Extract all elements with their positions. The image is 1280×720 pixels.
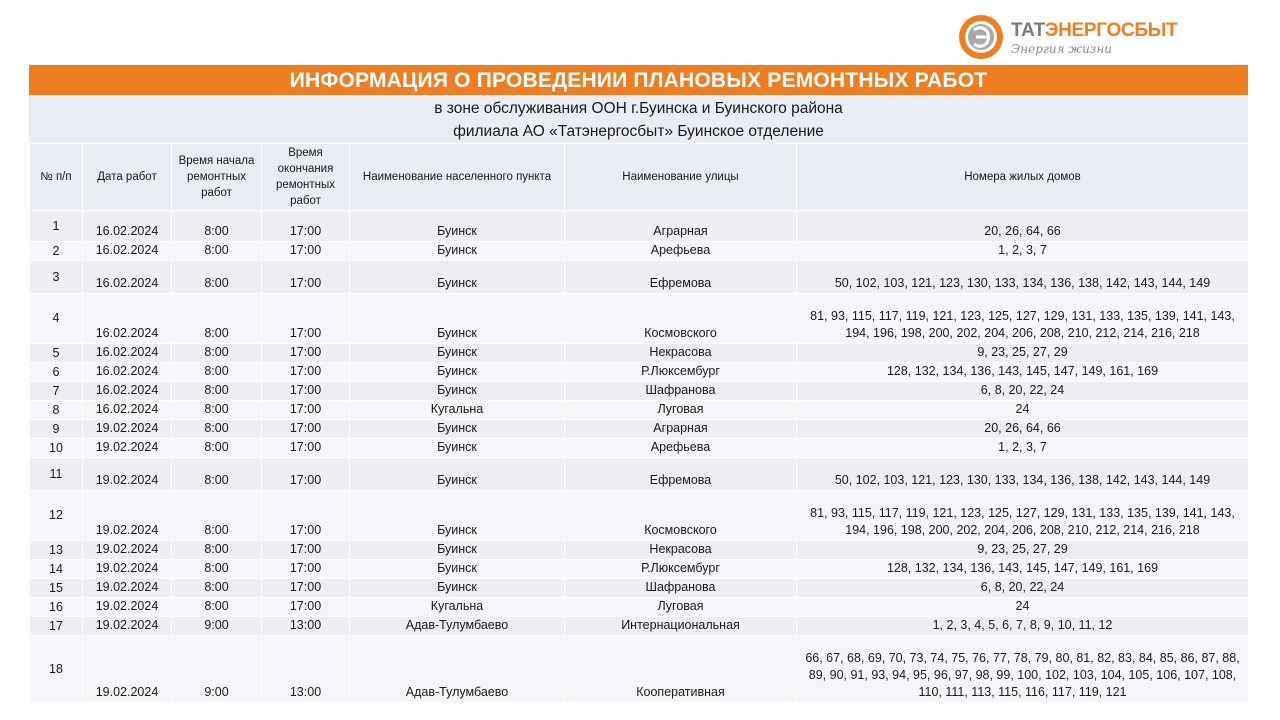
cell-locality: Адав-Тулумбаево bbox=[350, 636, 565, 703]
cell-date: 19.02.2024 bbox=[83, 439, 172, 458]
table-row bbox=[30, 382, 1249, 401]
cell-locality: Буинск bbox=[350, 579, 565, 598]
cell-start-time: 8:00 bbox=[172, 242, 262, 261]
cell-number: 10 bbox=[30, 439, 83, 458]
cell-street: Аграрная bbox=[565, 420, 797, 439]
cell-locality: Буинск bbox=[350, 560, 565, 579]
cell-street: Р.Люксембург bbox=[565, 363, 797, 382]
cell-street: Аграрная bbox=[565, 211, 797, 242]
cell-houses: 128, 132, 134, 136, 143, 145, 147, 149, 161, 169 bbox=[797, 363, 1249, 382]
cell-locality: Адав-Тулумбаево bbox=[350, 617, 565, 636]
cell-houses: 1, 2, 3, 4, 5, 6, 7, 8, 9, 10, 11, 12 bbox=[797, 617, 1249, 636]
cell-number: 3 bbox=[30, 261, 83, 294]
cell-start-time: 8:00 bbox=[172, 261, 262, 294]
cell-houses: 1, 2, 3, 7 bbox=[797, 242, 1249, 261]
cell-date: 19.02.2024 bbox=[83, 458, 172, 491]
cell-houses: 24 bbox=[797, 598, 1249, 617]
cell-locality: Буинск bbox=[350, 363, 565, 382]
table-row bbox=[30, 261, 1249, 294]
cell-houses: 20, 26, 64, 66 bbox=[797, 420, 1249, 439]
cell-end-time: 17:00 bbox=[262, 344, 350, 363]
table-row bbox=[30, 420, 1249, 439]
column-header-date: Дата работ bbox=[83, 144, 172, 211]
cell-start-time: 8:00 bbox=[172, 458, 262, 491]
cell-date: 16.02.2024 bbox=[83, 242, 172, 261]
cell-number: 9 bbox=[30, 420, 83, 439]
logo-emblem-icon bbox=[958, 14, 1004, 60]
cell-houses: 9, 23, 25, 27, 29 bbox=[797, 344, 1249, 363]
cell-locality: Буинск bbox=[350, 344, 565, 363]
cell-locality: Кугальна bbox=[350, 401, 565, 420]
cell-houses: 81, 93, 115, 117, 119, 121, 123, 125, 127, 129, 131, 133, 135, 139, 141, 143, 194, 196, 198, 200, 202, 204, 206, 208, 210, 212, 214, 216, 218 bbox=[797, 491, 1249, 541]
cell-date: 19.02.2024 bbox=[83, 560, 172, 579]
cell-date: 19.02.2024 bbox=[83, 636, 172, 703]
cell-date: 16.02.2024 bbox=[83, 401, 172, 420]
cell-locality: Буинск bbox=[350, 242, 565, 261]
cell-end-time: 17:00 bbox=[262, 211, 350, 242]
maintenance-schedule-table bbox=[29, 143, 1249, 703]
cell-locality: Буинск bbox=[350, 420, 565, 439]
cell-date: 16.02.2024 bbox=[83, 344, 172, 363]
table-row bbox=[30, 439, 1249, 458]
cell-locality: Кугальна bbox=[350, 598, 565, 617]
subtitle-line-2: филиала АО «Татэнергосбыт» Буинское отделение bbox=[453, 123, 824, 140]
column-header-locality: Наименование населенного пункта bbox=[350, 144, 565, 211]
cell-street: Луговая bbox=[565, 401, 797, 420]
column-header-start-time: Время начала ремонтных работ bbox=[172, 144, 262, 211]
table-row bbox=[30, 617, 1249, 636]
cell-start-time: 8:00 bbox=[172, 541, 262, 560]
cell-end-time: 17:00 bbox=[262, 579, 350, 598]
cell-number: 15 bbox=[30, 579, 83, 598]
cell-locality: Буинск bbox=[350, 439, 565, 458]
cell-start-time: 8:00 bbox=[172, 294, 262, 344]
cell-locality: Буинск bbox=[350, 261, 565, 294]
table-header-row bbox=[30, 144, 1249, 211]
cell-street: Шафранова bbox=[565, 579, 797, 598]
cell-street: Арефьева bbox=[565, 242, 797, 261]
cell-number: 5 bbox=[30, 344, 83, 363]
column-header-houses: Номера жилых домов bbox=[797, 144, 1249, 211]
column-header-street: Наименование улицы bbox=[565, 144, 797, 211]
cell-houses: 128, 132, 134, 136, 143, 145, 147, 149, 161, 169 bbox=[797, 560, 1249, 579]
cell-date: 16.02.2024 bbox=[83, 363, 172, 382]
page-subtitle bbox=[29, 95, 1248, 143]
cell-date: 19.02.2024 bbox=[83, 598, 172, 617]
cell-start-time: 9:00 bbox=[172, 636, 262, 703]
cell-end-time: 17:00 bbox=[262, 363, 350, 382]
cell-locality: Буинск bbox=[350, 458, 565, 491]
subtitle-line-1: в зоне обслуживания ООН г.Буинска и Буинского района bbox=[434, 100, 843, 117]
logo-slogan: Энергия жизни bbox=[1011, 42, 1112, 56]
cell-number: 2 bbox=[30, 242, 83, 261]
cell-date: 16.02.2024 bbox=[83, 382, 172, 401]
cell-number: 7 bbox=[30, 382, 83, 401]
cell-locality: Буинск bbox=[350, 382, 565, 401]
cell-number: 14 bbox=[30, 560, 83, 579]
cell-end-time: 17:00 bbox=[262, 242, 350, 261]
cell-start-time: 8:00 bbox=[172, 344, 262, 363]
cell-start-time: 8:00 bbox=[172, 363, 262, 382]
company-logo bbox=[958, 14, 1198, 64]
cell-number: 12 bbox=[30, 491, 83, 541]
cell-start-time: 8:00 bbox=[172, 560, 262, 579]
cell-number: 6 bbox=[30, 363, 83, 382]
cell-start-time: 8:00 bbox=[172, 401, 262, 420]
cell-end-time: 17:00 bbox=[262, 420, 350, 439]
cell-end-time: 17:00 bbox=[262, 439, 350, 458]
cell-street: Арефьева bbox=[565, 439, 797, 458]
cell-street: Р.Люксембург bbox=[565, 560, 797, 579]
cell-street: Некрасова bbox=[565, 541, 797, 560]
cell-end-time: 17:00 bbox=[262, 294, 350, 344]
cell-street: Ефремова bbox=[565, 261, 797, 294]
table-row bbox=[30, 598, 1249, 617]
table-row bbox=[30, 579, 1249, 598]
cell-houses: 6, 8, 20, 22, 24 bbox=[797, 382, 1249, 401]
cell-number: 1 bbox=[30, 211, 83, 242]
cell-houses: 66, 67, 68, 69, 70, 73, 74, 75, 76, 77, 78, 79, 80, 81, 82, 83, 84, 85, 86, 87, 88, 89, 90, 91, 93, 94, 95, 96, 97, 98, 99, 100, 102, 103, 104, 105, 106, 107, 108, 110, 111, 113, 115, 116, 117, 119, 121 bbox=[797, 636, 1249, 703]
cell-houses: 50, 102, 103, 121, 123, 130, 133, 134, 136, 138, 142, 143, 144, 149 bbox=[797, 458, 1249, 491]
cell-date: 19.02.2024 bbox=[83, 579, 172, 598]
cell-date: 16.02.2024 bbox=[83, 261, 172, 294]
cell-start-time: 8:00 bbox=[172, 491, 262, 541]
cell-street: Интернациональная bbox=[565, 617, 797, 636]
cell-street: Космовского bbox=[565, 491, 797, 541]
table-row bbox=[30, 541, 1249, 560]
cell-houses: 24 bbox=[797, 401, 1249, 420]
cell-number: 11 bbox=[30, 458, 83, 491]
cell-houses: 1, 2, 3, 7 bbox=[797, 439, 1249, 458]
cell-start-time: 9:00 bbox=[172, 617, 262, 636]
cell-date: 16.02.2024 bbox=[83, 294, 172, 344]
cell-locality: Буинск bbox=[350, 294, 565, 344]
cell-date: 19.02.2024 bbox=[83, 617, 172, 636]
cell-houses: 81, 93, 115, 117, 119, 121, 123, 125, 127, 129, 131, 133, 135, 139, 141, 143, 194, 196, 198, 200, 202, 204, 206, 208, 210, 212, 214, 216, 218 bbox=[797, 294, 1249, 344]
cell-number: 17 bbox=[30, 617, 83, 636]
table-row bbox=[30, 458, 1249, 491]
cell-number: 8 bbox=[30, 401, 83, 420]
cell-end-time: 13:00 bbox=[262, 617, 350, 636]
table-row bbox=[30, 401, 1249, 420]
cell-end-time: 17:00 bbox=[262, 382, 350, 401]
cell-end-time: 17:00 bbox=[262, 541, 350, 560]
cell-number: 13 bbox=[30, 541, 83, 560]
cell-start-time: 8:00 bbox=[172, 579, 262, 598]
cell-number: 4 bbox=[30, 294, 83, 344]
cell-street: Кооперативная bbox=[565, 636, 797, 703]
cell-end-time: 17:00 bbox=[262, 458, 350, 491]
cell-start-time: 8:00 bbox=[172, 382, 262, 401]
table-row bbox=[30, 636, 1249, 703]
cell-end-time: 13:00 bbox=[262, 636, 350, 703]
page-title: ИНФОРМАЦИЯ О ПРОВЕДЕНИИ ПЛАНОВЫХ РЕМОНТНЫХ РАБОТ bbox=[29, 65, 1248, 95]
cell-end-time: 17:00 bbox=[262, 598, 350, 617]
cell-start-time: 8:00 bbox=[172, 420, 262, 439]
cell-number: 16 bbox=[30, 598, 83, 617]
cell-end-time: 17:00 bbox=[262, 401, 350, 420]
cell-start-time: 8:00 bbox=[172, 598, 262, 617]
table-row bbox=[30, 344, 1249, 363]
cell-houses: 20, 26, 64, 66 bbox=[797, 211, 1249, 242]
cell-locality: Буинск bbox=[350, 541, 565, 560]
cell-end-time: 17:00 bbox=[262, 491, 350, 541]
cell-locality: Буинск bbox=[350, 211, 565, 242]
cell-end-time: 17:00 bbox=[262, 261, 350, 294]
cell-start-time: 8:00 bbox=[172, 211, 262, 242]
cell-date: 16.02.2024 bbox=[83, 211, 172, 242]
cell-street: Шафранова bbox=[565, 382, 797, 401]
cell-start-time: 8:00 bbox=[172, 439, 262, 458]
table-row bbox=[30, 560, 1249, 579]
cell-number: 18 bbox=[30, 636, 83, 703]
table-row bbox=[30, 242, 1249, 261]
table-row bbox=[30, 363, 1249, 382]
cell-street: Космовского bbox=[565, 294, 797, 344]
cell-date: 19.02.2024 bbox=[83, 491, 172, 541]
column-header-number: № п/п bbox=[30, 144, 83, 211]
cell-date: 19.02.2024 bbox=[83, 541, 172, 560]
table-row bbox=[30, 491, 1249, 541]
cell-houses: 6, 8, 20, 22, 24 bbox=[797, 579, 1249, 598]
cell-houses: 50, 102, 103, 121, 123, 130, 133, 134, 136, 138, 142, 143, 144, 149 bbox=[797, 261, 1249, 294]
cell-street: Ефремова bbox=[565, 458, 797, 491]
logo-brand-text: ТАТЭНЕРГОСБЫТ bbox=[1011, 20, 1178, 41]
cell-date: 19.02.2024 bbox=[83, 420, 172, 439]
column-header-end-time: Время окончания ремонтных работ bbox=[262, 144, 350, 211]
cell-street: Некрасова bbox=[565, 344, 797, 363]
table-row bbox=[30, 211, 1249, 242]
cell-locality: Буинск bbox=[350, 491, 565, 541]
cell-houses: 9, 23, 25, 27, 29 bbox=[797, 541, 1249, 560]
cell-end-time: 17:00 bbox=[262, 560, 350, 579]
cell-street: Луговая bbox=[565, 598, 797, 617]
table-row bbox=[30, 294, 1249, 344]
